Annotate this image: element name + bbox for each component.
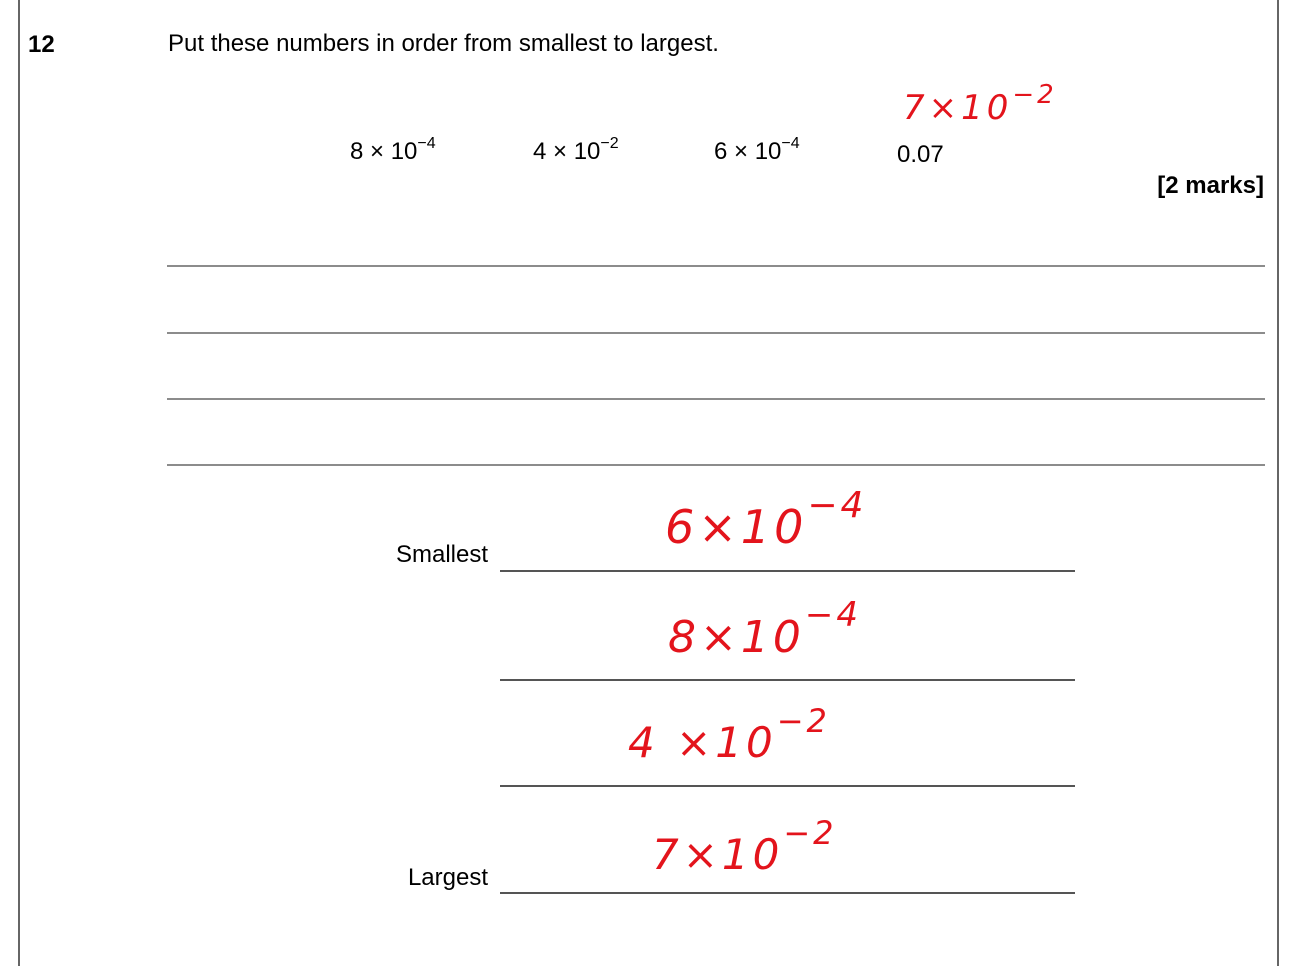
annotation-exponent: −2 xyxy=(1012,79,1057,110)
working-line xyxy=(167,265,1265,267)
annotation-base: 7×10 xyxy=(903,88,1013,128)
number-item xyxy=(714,135,800,166)
answer-base: 7×10 xyxy=(652,830,784,879)
answer-line xyxy=(500,679,1075,681)
number-item xyxy=(533,135,619,166)
handwritten-answer xyxy=(628,702,830,767)
handwritten-annotation xyxy=(903,79,1057,128)
number-base: 8 × 10 xyxy=(350,138,418,165)
number-item xyxy=(897,141,944,169)
smallest-label: Smallest xyxy=(395,541,488,568)
page-border-left xyxy=(18,0,20,966)
handwritten-answer xyxy=(665,484,867,554)
answer-exponent: −4 xyxy=(807,484,867,526)
number-base: 6 × 10 xyxy=(714,138,782,165)
marks-label: [2 marks] xyxy=(1157,172,1264,199)
number-exponent: −2 xyxy=(600,135,619,152)
answer-line xyxy=(500,785,1075,787)
answer-line xyxy=(500,570,1075,572)
page-border-right xyxy=(1277,0,1279,966)
answer-base: 8×10 xyxy=(668,612,805,663)
working-line xyxy=(167,332,1265,334)
working-line xyxy=(167,398,1265,400)
handwritten-answer xyxy=(652,814,837,879)
number-item xyxy=(350,135,436,166)
question-number: 12 xyxy=(28,31,55,58)
answer-base: 6×10 xyxy=(665,500,808,554)
answer-base: 4 ×10 xyxy=(628,718,777,767)
largest-label: Largest xyxy=(407,864,488,891)
number-base: 0.07 xyxy=(897,141,944,168)
number-exponent: −4 xyxy=(781,135,800,152)
number-base: 4 × 10 xyxy=(533,138,601,165)
working-line xyxy=(167,464,1265,466)
answer-exponent: −2 xyxy=(776,702,830,740)
answer-exponent: −4 xyxy=(804,595,861,636)
number-exponent: −4 xyxy=(417,135,436,152)
answer-line xyxy=(500,892,1075,894)
question-text: Put these numbers in order from smallest to largest. xyxy=(168,30,719,57)
answer-exponent: −2 xyxy=(783,814,837,852)
handwritten-answer xyxy=(668,595,861,663)
